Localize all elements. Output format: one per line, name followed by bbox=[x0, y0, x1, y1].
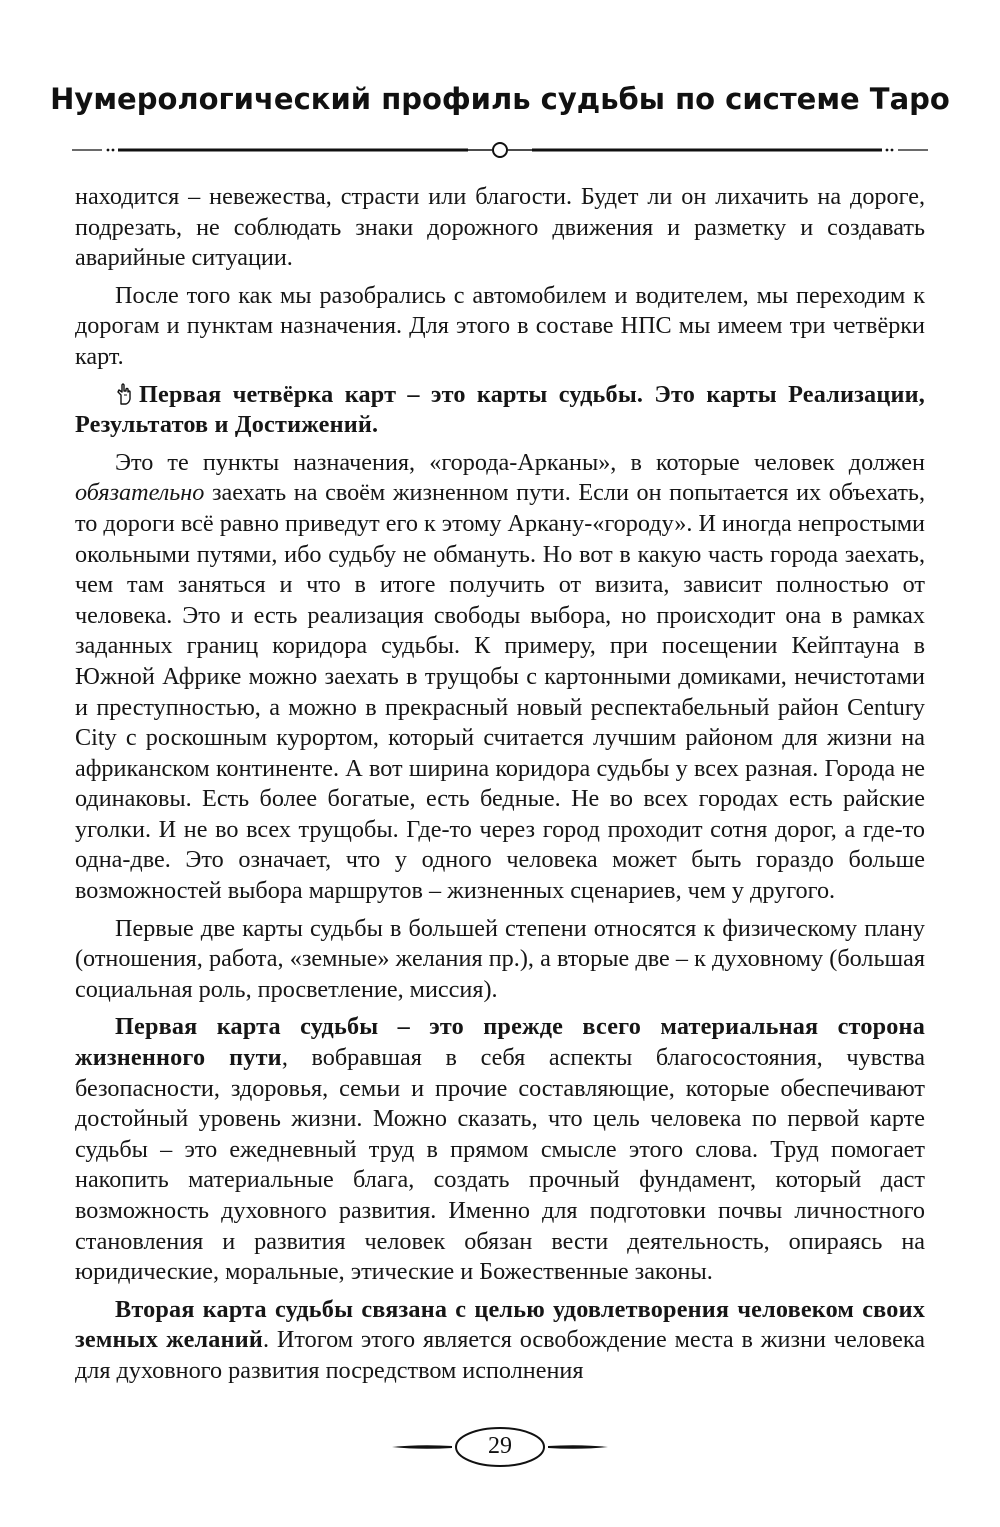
running-head: Нумерологический профиль судьбы по системе Таро bbox=[50, 82, 950, 116]
italic-emphasis: обязательно bbox=[75, 479, 205, 507]
text-run: заехать на своём жизненном пути. Если он попытается их объехать, то дороги всё равно приведут его к этому Аркану-«городу». И иногда непростыми окольными путями, ибо судьбу не обмануть. Но вот в какую часть города заехать, чем там заняться и что в итоге получить от визита, зависит полностью от человека. Это и есть реализация свободы выбора, но происходит она в рамках заданных границ коридора судьбы. К примеру, при посещении Кейптауна в Южной Африке можно заехать в трущобы с картонными домиками, нечистотами и преступностью, а можно в прекрасный новый респектабельный район Century City с роскошным курортом, который считается лучшим районом для жизни на африканском континенте. А вот ширина коридора судьбы у всех разная. Города не одинаковы. Есть более богатые, есть бедные. Не во всех городах есть райские уголки. И не во всех трущобы. Где-то через город проходит сотня дорог, а где-то одна-две. Это означает, что у одного человека может быть гораздо больше возможностей выбора маршрутов – жизненных сценариев, чем у другого. bbox=[75, 479, 925, 905]
paragraph bbox=[75, 1012, 925, 1287]
bold-lead: Первая карта судьбы – это прежде всего материальная сторона жизненного пути bbox=[75, 1013, 925, 1072]
ornament-rule-icon bbox=[72, 140, 928, 160]
paragraph bbox=[75, 1295, 925, 1387]
page-number: 29 bbox=[488, 1433, 512, 1459]
text-run: Это те пункты назначения, «города-Арканы», в которые человек должен bbox=[115, 448, 925, 476]
text-run: , вобравшая в себя аспекты благосостояния, чувства безопасности, здоровья, семьи и прочие составляющие, которые обеспечивают достойный уровень жизни. Можно сказать, что цель человека по первой карте судьбы – это ежедневный труд в прямом смысле этого слова. Труд помогает накопить материальные блага, создать прочный фундамент, который даст возможность духовного развития. Именно для подготовки почвы личностного становления и развития человек обязан вести деятельность, опираясь на юридические, моральные, этические и Божественные законы. bbox=[75, 1044, 925, 1286]
text-run: . Итогом этого является освобождение места в жизни человека для духовного развития посредством исполнения bbox=[75, 1326, 925, 1384]
paragraph bbox=[75, 448, 925, 907]
body-text bbox=[75, 182, 925, 1394]
page-footer bbox=[390, 1422, 610, 1472]
section-heading-paragraph bbox=[75, 380, 925, 441]
bold-heading: Первая четвёрка карт – это карты судьбы. Это карты Реализации, Результатов и Достижений. bbox=[75, 380, 925, 439]
pointing-hand-icon bbox=[115, 383, 133, 405]
bold-lead: Вторая карта судьбы связана с целью удовлетворения человеком своих земных желаний bbox=[75, 1295, 925, 1354]
paragraph: находится – невежества, страсти или благости. Будет ли он лихачить на дороге, подрезать, не соблюдать знаки дорожного движения и разметку и создавать аварийные ситуации. bbox=[75, 183, 925, 272]
paragraph: После того как мы разобрались с автомобилем и водителем, мы переходим к дорогам и пунктам назначения. Для этого в составе НПС мы имеем три четвёрки карт. bbox=[75, 281, 925, 370]
paragraph: Первые две карты судьбы в большей степени относятся к физическому плану (отношения, работа, «земные» желания пр.), а вторые две – к духовному (большая социальная роль, просветление, миссия). bbox=[75, 914, 925, 1003]
